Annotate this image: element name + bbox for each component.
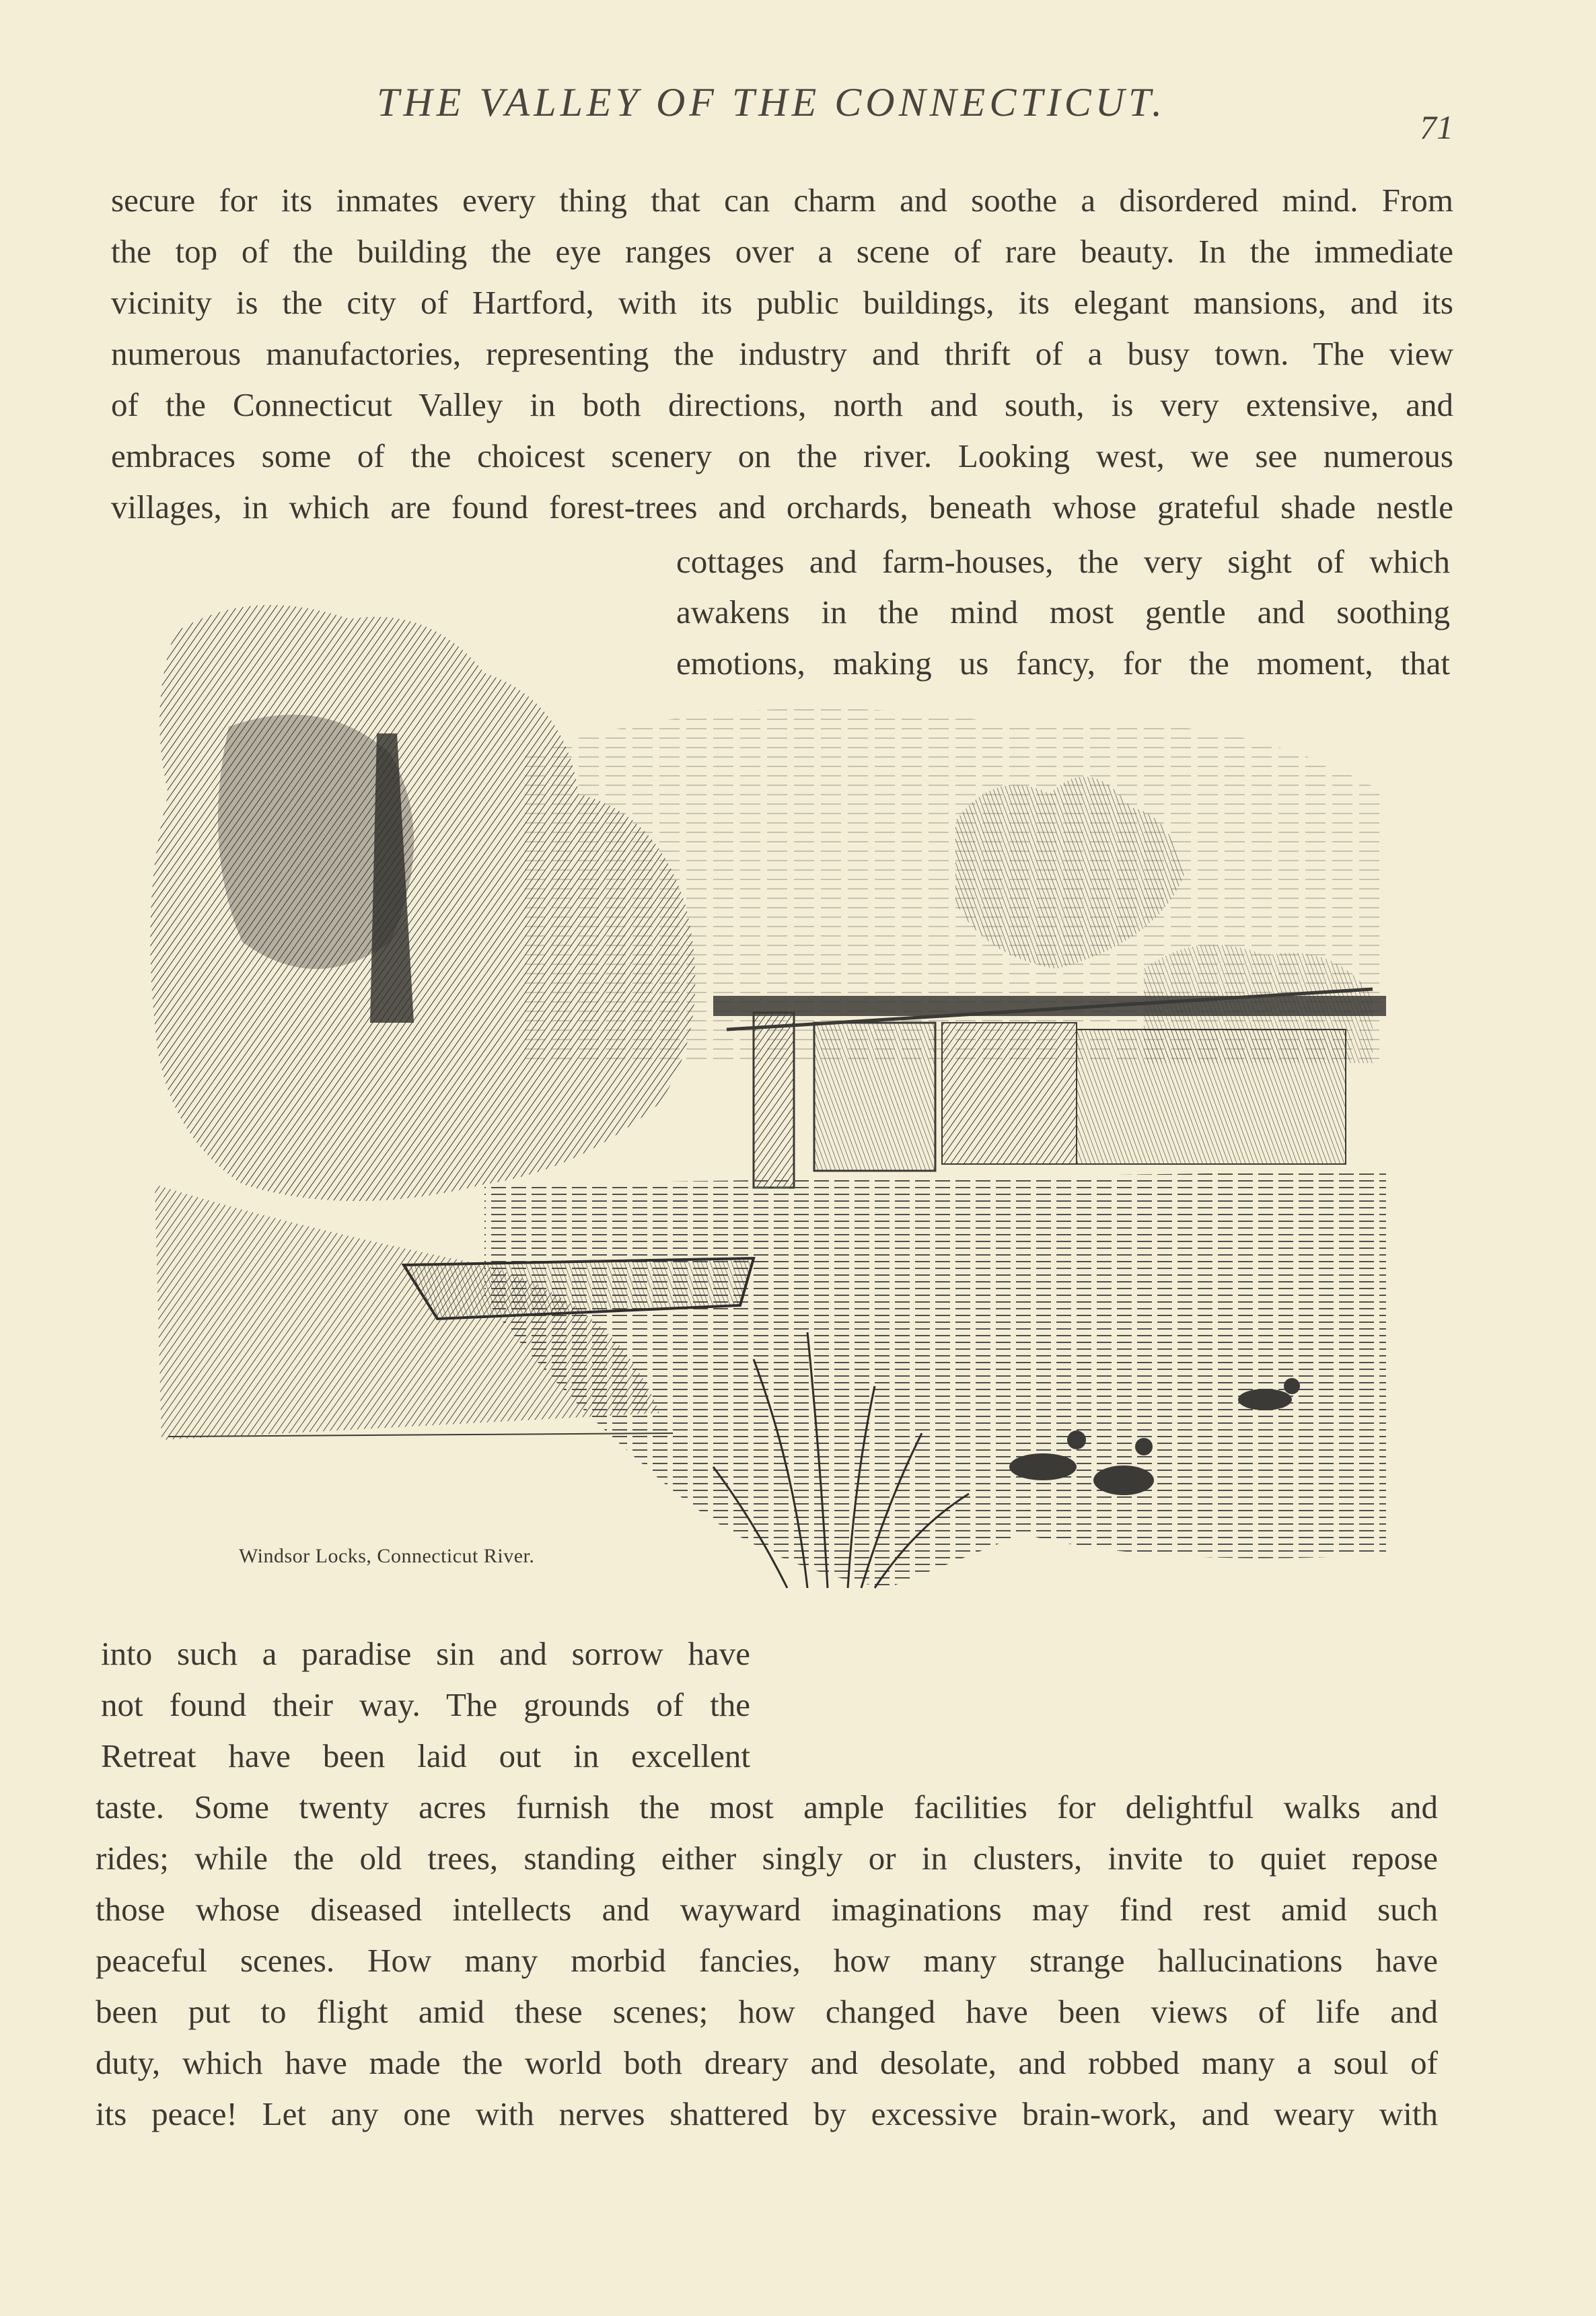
text-line: peaceful scenes. How many morbid fancies, how many strange hallucinations have (96, 1942, 1438, 1979)
text-line: rides; while the old trees, standing either singly or in clusters, invite to quiet repose (96, 1840, 1438, 1877)
text-line: secure for its inmates every thing that can charm and soothe a disordered mind. From (111, 182, 1453, 219)
figure-caption: Windsor Locks, Connecticut River. (239, 1545, 535, 1567)
text-line: duty, which have made the world both dreary and desolate, and robbed many a soul of (96, 2044, 1438, 2081)
text-line: Retreat have been laid out in excellent (101, 1737, 750, 1774)
text-line: cottages and farm-houses, the very sight of which (676, 543, 1450, 580)
text-line: awakens in the mind most gentle and soothing (676, 593, 1450, 630)
text-line: of the Connecticut Valley in both directions, north and south, is very extensive, and (111, 386, 1453, 423)
text-line: emotions, making us fancy, for the moment, that (676, 645, 1450, 682)
text-line: not found their way. The grounds of the (101, 1686, 750, 1723)
windsor-locks-engraving (148, 592, 1413, 1702)
running-head: THE VALLEY OF THE CONNECTICUT. (377, 80, 1166, 124)
page-number: 71 (1420, 108, 1453, 146)
text-line: villages, in which are found forest-trees and orchards, beneath whose grateful shade nestle (111, 488, 1453, 526)
text-line: embraces some of the choicest scenery on the river. Looking west, we see numerous (111, 437, 1453, 474)
text-line: been put to flight amid these scenes; how changed have been views of life and (96, 1993, 1438, 2030)
text-line: the top of the building the eye ranges over a scene of rare beauty. In the immediate (111, 233, 1453, 270)
text-line: numerous manufactories, representing the industry and thrift of a busy town. The view (111, 335, 1453, 372)
text-line: its peace! Let any one with nerves shattered by excessive brain-work, and weary with (96, 2095, 1438, 2132)
text-line: those whose diseased intellects and wayward imaginations may find rest amid such (96, 1891, 1438, 1928)
text-line: into such a paradise sin and sorrow have (101, 1635, 750, 1672)
text-line: taste. Some twenty acres furnish the most ample facilities for delightful walks and (96, 1788, 1438, 1825)
text-line: vicinity is the city of Hartford, with its public buildings, its elegant mansions, and its (111, 284, 1453, 321)
